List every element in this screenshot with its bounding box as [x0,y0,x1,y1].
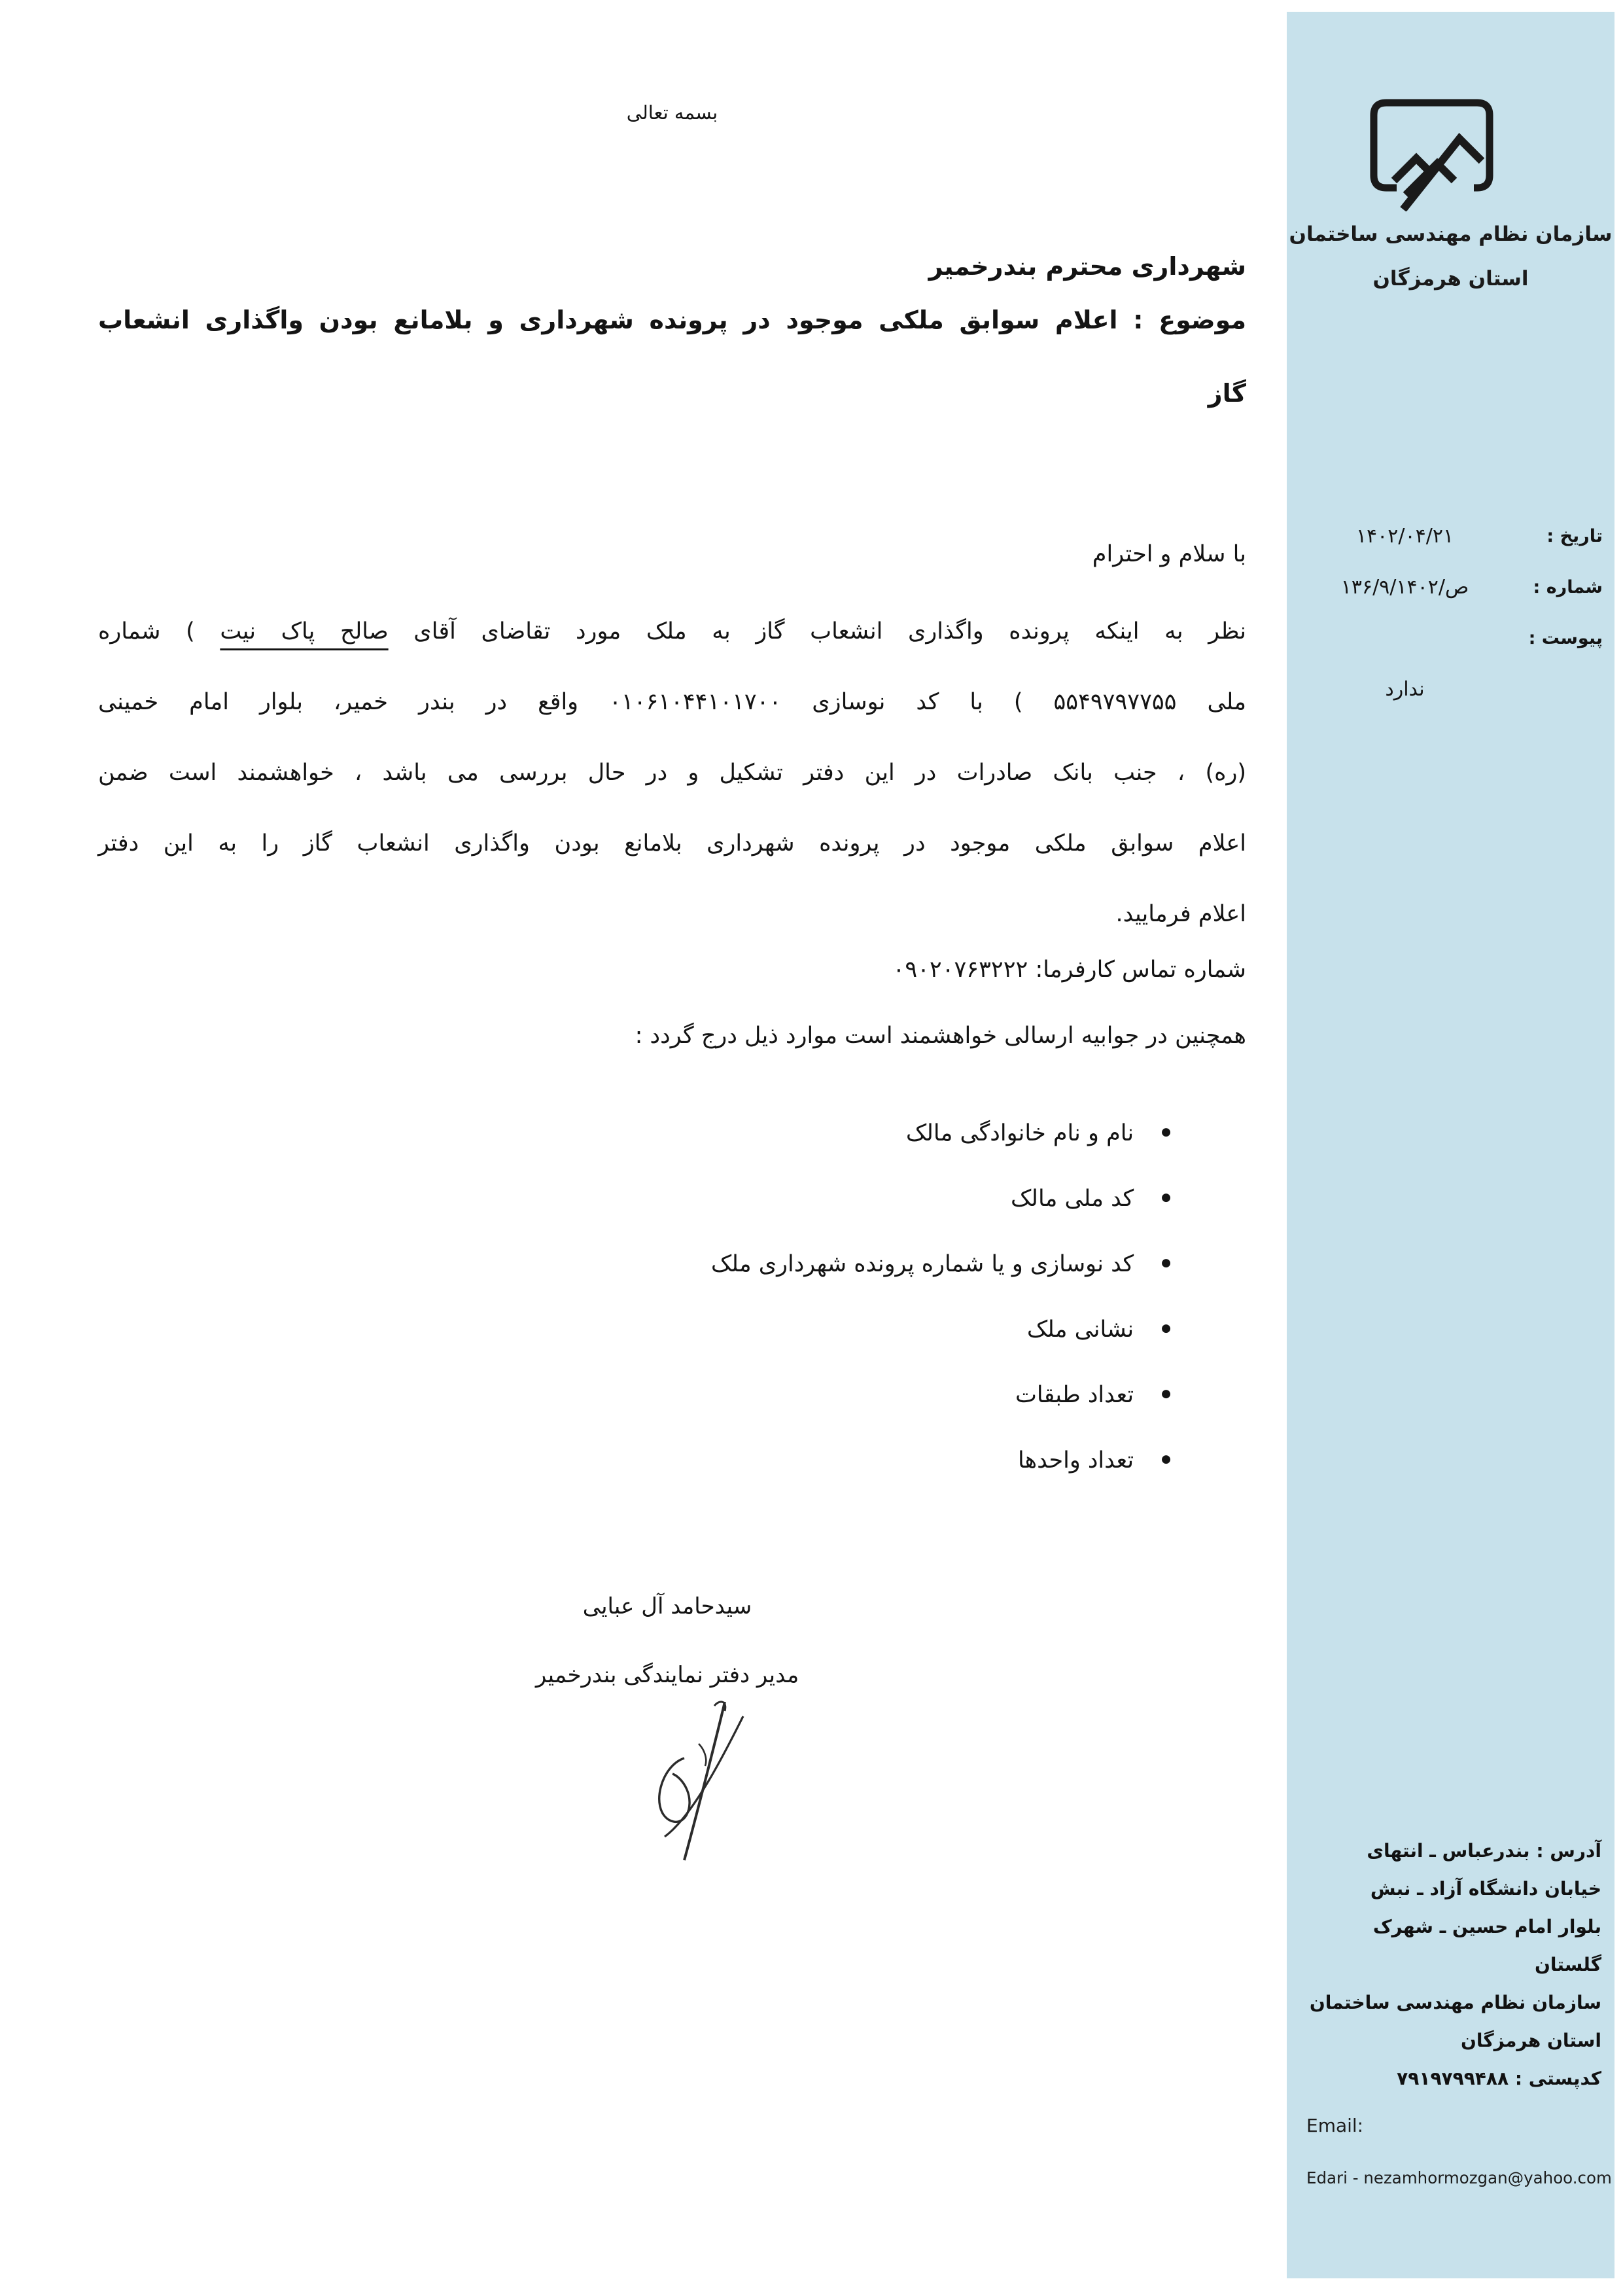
email-label: Email: [1306,2115,1364,2136]
signature-name: سیدحامد آل عبایی [582,1593,752,1619]
attachment-label: پیوست : [1528,627,1603,648]
letter-meta-block [1287,510,1614,715]
address-line: سازمان نظام مهندسی ساختمان [1309,1992,1601,2013]
address-line: بلوار امام حسین ـ شهرک [1372,1916,1601,1937]
date-value: ۱۴۰۲/۰۴/۲۱ [1355,524,1454,548]
org-name-line-1: سازمان نظام مهندسی ساختمان [1289,222,1613,246]
bullet-item-label: نام و نام خانوادگی مالک [905,1120,1134,1146]
body-line-1 [98,614,1246,649]
address-line: خیابان دانشگاه آزاد ـ نبش [1370,1878,1601,1899]
reply-request-line: همچنین در جوابیه ارسالی خواهشمند است موارد ذیل درج گردد : [635,1023,1246,1049]
recipient-title: شهرداری محترم بندرخمیر [928,252,1246,281]
filled-circle-bullet-icon: ● [1161,1387,1171,1400]
attachment-row [1287,612,1614,663]
bismillah-text: بسمه تعالی [626,101,718,124]
address-line: استان هرمزگان [1460,2030,1601,2051]
address-line: آدرس : بندرعباس ـ انتهای [1367,1840,1601,1862]
body-line-1-after: ) شماره [98,618,220,645]
applicant-name-underlined: صالح پاک نیت [220,618,389,645]
body-line-5: اعلام فرمایید. [1115,901,1246,927]
bullet-item-label: تعداد طبقات [1015,1382,1134,1408]
filled-circle-bullet-icon: ● [1161,1453,1171,1466]
bullet-item [98,1120,1246,1146]
subject-line-1: موضوع : اعلام سوابق ملکی موجود در پرونده شهرداری و بلامانع بودن واگذاری انشعاب [98,306,1246,334]
body-line-3: (ره) ، جنب بانک صادرات در این دفتر تشکیل و در حال بررسی می باشد ، خواهشمند است ضمن [98,760,1246,786]
bullet-item [98,1382,1246,1408]
sidebar [1287,12,1614,2278]
postal-code-line: کدپستی : ۷۹۱۹۷۹۹۴۸۸ [1397,2068,1601,2089]
organization-logo-icon [1368,97,1495,214]
handwritten-signature-icon [621,1698,795,1867]
filled-circle-bullet-icon: ● [1161,1191,1171,1204]
body-line-4: اعلام سوابق ملکی موجود در پرونده شهرداری بلامانع بودن واگذاری انشعاب گاز را به این دفتر [98,830,1246,857]
bullet-item-label: کد نوسازی و یا شماره پرونده شهرداری ملک [710,1251,1134,1277]
address-block [1287,1832,1614,2098]
subject-line-2: گاز [1208,379,1246,408]
date-row [1287,510,1614,561]
body-line-1-before: نظر به اینکه پرونده واگذاری انشعاب گاز به ملک مورد تقاضای آقای [388,618,1246,645]
email-address: Edari - nezamhormozgan@yahoo.com [1306,2168,1612,2187]
org-name-line-2: استان هرمزگان [1372,267,1529,291]
filled-circle-bullet-icon: ● [1161,1256,1171,1269]
employer-phone-line: شماره تماس کارفرما: ۰۹۰۲۰۷۶۳۲۲۲ [892,957,1246,983]
body-line-2: ملی ۵۵۴۹۷۹۷۷۵۵ ) با کد نوسازی ۰۱۰۶۱۰۴۴۱۰۱۷۰۰ واقع در بندر خمیر، بلوار امام خمینی [98,689,1246,715]
bullet-item [98,1251,1246,1277]
number-row [1287,561,1614,612]
filled-circle-bullet-icon: ● [1161,1322,1171,1335]
filled-circle-bullet-icon: ● [1161,1125,1171,1139]
address-line: گلستان [1534,1954,1601,1975]
bullet-item-label: کد ملی مالک [1010,1186,1134,1212]
bullet-item-label: نشانی ملک [1026,1316,1134,1343]
greeting-text: با سلام و احترام [1092,541,1246,567]
number-label: شماره : [1533,576,1603,597]
bullet-item-label: تعداد واحدها [1017,1447,1134,1474]
bullet-item [98,1186,1246,1212]
bullet-item [98,1447,1246,1474]
bullet-item [98,1316,1246,1343]
date-label: تاریخ : [1546,525,1603,546]
signature-title: مدیر دفتر نمایندگی بندرخمیر [535,1662,799,1688]
number-value: ص/۱۳۶/۹/۱۴۰۲ [1340,575,1469,599]
attachment-value-row [1287,663,1614,715]
attachment-value: ندارد [1385,677,1425,701]
